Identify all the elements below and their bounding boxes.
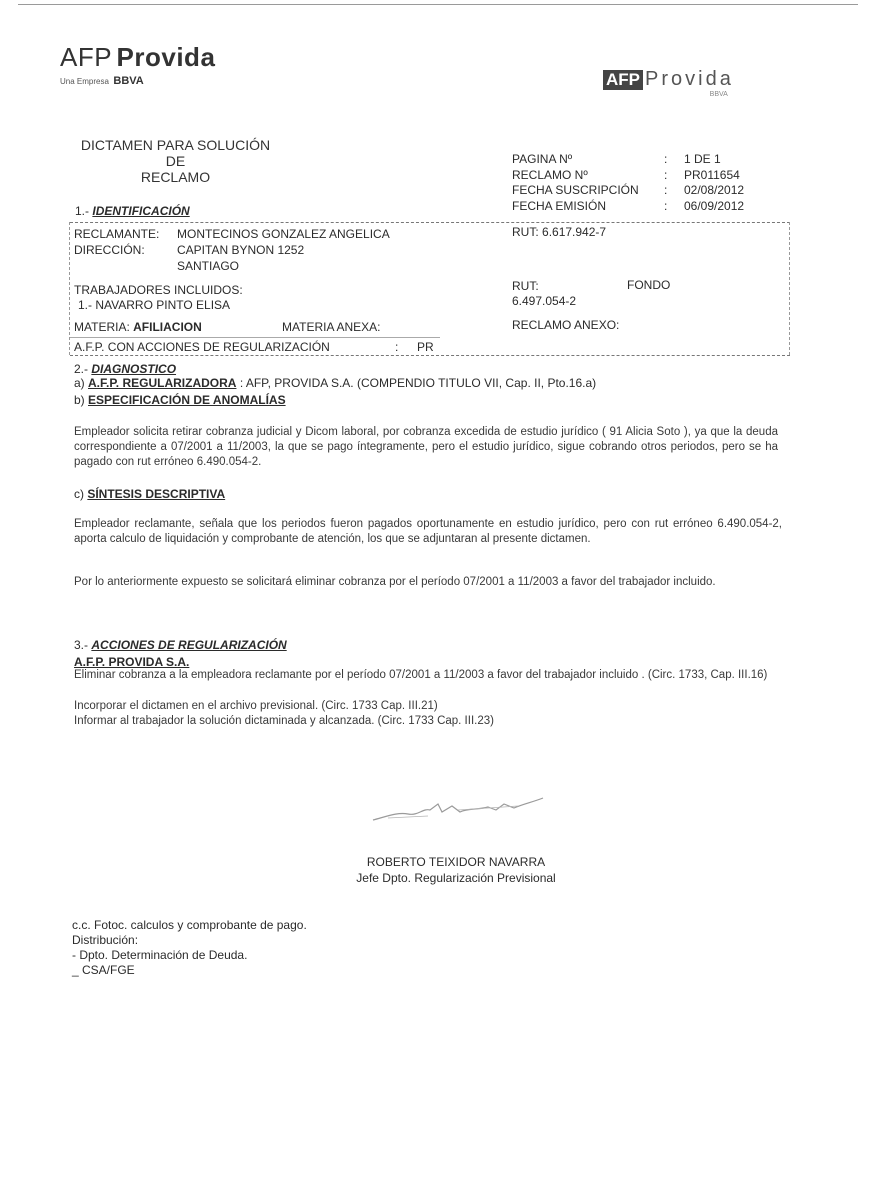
materia-anexa-label: MATERIA ANEXA: <box>282 320 381 334</box>
trabajadores-label: TRABAJADORES INCLUIDOS: <box>74 283 243 297</box>
afp-provida-logo-right <box>603 68 734 98</box>
logo-provida-text: Provida <box>116 42 216 72</box>
afp-line-text: A.F.P. CON ACCIONES DE REGULARIZACIÓN <box>74 340 330 354</box>
footer-item: _ CSA/FGE <box>72 963 135 977</box>
action-item: Informar al trabajador la solución dictaminada y alcanzada. (Circ. 1733 Cap. III.23) <box>74 715 494 727</box>
section-title: ACCIONES DE REGULARIZACIÓN <box>91 638 287 652</box>
section-number: 3.- <box>74 638 89 652</box>
rut-value: 6.617.942-7 <box>542 225 607 239</box>
signatory-name: ROBERTO TEIXIDOR NAVARRA <box>366 855 546 869</box>
action-item: Incorporar el dictamen en el archivo previsional. (Circ. 1733 Cap. III.21) <box>74 700 438 712</box>
footer-block <box>72 918 307 978</box>
afp-provida-logo-left <box>60 42 215 89</box>
box-top-border <box>70 222 790 223</box>
meta-sep: : <box>664 198 668 213</box>
logo-right-badge: AFP <box>603 70 643 90</box>
box-bottom-border <box>70 355 790 356</box>
logo-right-provida: Provida <box>645 68 734 90</box>
rut-label: RUT: <box>512 225 539 239</box>
section2-heading <box>74 362 176 376</box>
title-line2: DE <box>165 153 186 169</box>
meta-value-reclamo: PR011654 <box>684 167 740 182</box>
meta-label: FECHA EMISIÓN <box>512 198 607 213</box>
meta-labels <box>512 152 639 214</box>
rut2-label: RUT: <box>512 279 539 293</box>
direccion-line2: SANTIAGO <box>177 259 240 273</box>
anomalias-text: Empleador solicita retirar cobranza judicial y Dicom laboral, por cobranza excedida de estudio jurídico ( 91 Alicia Soto ), ya que la deuda correspondiente a 07/2001 a 11/2003, la que se pago íntegramente, pero el estudio jurídico, sigue cobrando otros periodos, pero se ha pagado con rut erróneo 6.490.054-2. <box>74 426 778 468</box>
meta-label: RECLAMO Nº <box>512 167 588 182</box>
section-title: IDENTIFICACIÓN <box>92 204 190 218</box>
materia-value: AFILIACION <box>133 320 202 334</box>
anomalias-heading <box>74 393 286 407</box>
title-line3: RECLAMO <box>140 169 211 185</box>
title-line1: DICTAMEN PARA SOLUCIÓN <box>80 137 271 153</box>
section-number: 1.- <box>75 204 90 218</box>
afp-line-sep: : <box>395 340 399 354</box>
section-number: 2.- <box>74 362 89 376</box>
section-title: DIAGNOSTICO <box>91 362 177 376</box>
fondo-label: FONDO <box>627 278 671 292</box>
reclamo-anexo-label: RECLAMO ANEXO: <box>512 318 620 332</box>
direccion-line1: CAPITAN BYNON 1252 <box>177 243 305 257</box>
logo-afp-text: AFP <box>60 42 113 72</box>
top-rule <box>18 4 858 5</box>
meta-values <box>684 152 744 214</box>
rut2-value: 6.497.054-2 <box>512 294 577 308</box>
meta-label: PAGINA Nº <box>512 152 573 166</box>
conclusion-text: Por lo anteriormente expuesto se solicitará eliminar cobranza por el período 07/2001 a 11/2003 a favor del trabajador incluido. <box>74 576 716 588</box>
footer-cc: c.c. Fotoc. calculos y comprobante de pago. <box>72 918 307 932</box>
logo-bbva-text: BBVA <box>113 75 144 87</box>
item-prefix: a) <box>74 376 85 390</box>
meta-value-emision: 06/09/2012 <box>684 198 745 213</box>
regularizadora-label: A.F.P. REGULARIZADORA <box>88 376 237 390</box>
meta-sep: : <box>664 152 668 166</box>
regularizadora-line <box>74 376 596 390</box>
section3-heading <box>74 638 287 652</box>
logo-right-sub: BBVA <box>709 91 728 98</box>
box-left-border <box>69 222 70 355</box>
afp-line-code: PR <box>417 340 434 354</box>
meta-value-suscripcion: 02/08/2012 <box>684 183 745 197</box>
sintesis-text: Empleador reclamante, señala que los periodos fueron pagados oportunamente en estudio jurídico, pero con rut erróneo 6.490.054-2, aporta calculo de liquidación y comprobante de atención, los que se adjuntaran al presente dictamen. <box>74 518 782 545</box>
signature-image <box>368 790 548 830</box>
item-prefix: b) <box>74 393 85 407</box>
footer-distribucion: Distribución: <box>72 933 139 947</box>
meta-sep: : <box>664 167 668 182</box>
regularizing-entity: A.F.P. PROVIDA S.A. <box>74 655 190 669</box>
sintesis-label: SÍNTESIS DESCRIPTIVA <box>87 487 226 501</box>
sintesis-heading <box>74 487 225 501</box>
section1-heading <box>75 204 190 218</box>
box-right-border <box>789 222 790 355</box>
meta-sep: : <box>664 183 668 197</box>
reclamante-value: MONTECINOS GONZALEZ ANGELICA <box>177 227 390 241</box>
item-prefix: c) <box>74 487 84 501</box>
trabajador-item: 1.- NAVARRO PINTO ELISA <box>78 298 231 312</box>
footer-item: - Dpto. Determinación de Deuda. <box>72 948 248 962</box>
action-item: Eliminar cobranza a la empleadora reclamante por el período 07/2001 a 11/2003 a favor del trabajador incluido . (Circ. 1733, Cap. III.16) <box>74 669 768 681</box>
signatory-role: Jefe Dpto. Regularización Previsional <box>356 871 556 885</box>
afp-line-divider <box>70 337 440 338</box>
logo-sub-text: Una Empresa <box>60 77 109 86</box>
direccion-label: DIRECCIÓN: <box>74 243 145 257</box>
document-title <box>73 137 278 185</box>
materia-label: MATERIA: <box>74 320 130 334</box>
reclamante-label: RECLAMANTE: <box>74 227 160 241</box>
meta-separators <box>664 152 667 214</box>
meta-label: FECHA SUSCRIPCIÓN <box>512 183 639 197</box>
meta-value-pagina: 1 DE 1 <box>684 152 721 166</box>
materia-field <box>74 320 202 334</box>
regularizadora-text: : AFP, PROVIDA S.A. (COMPENDIO TITULO VII, Cap. II, Pto.16.a) <box>239 376 597 390</box>
anomalias-label: ESPECIFICACIÓN DE ANOMALÍAS <box>88 393 286 407</box>
rut-field <box>512 225 606 239</box>
